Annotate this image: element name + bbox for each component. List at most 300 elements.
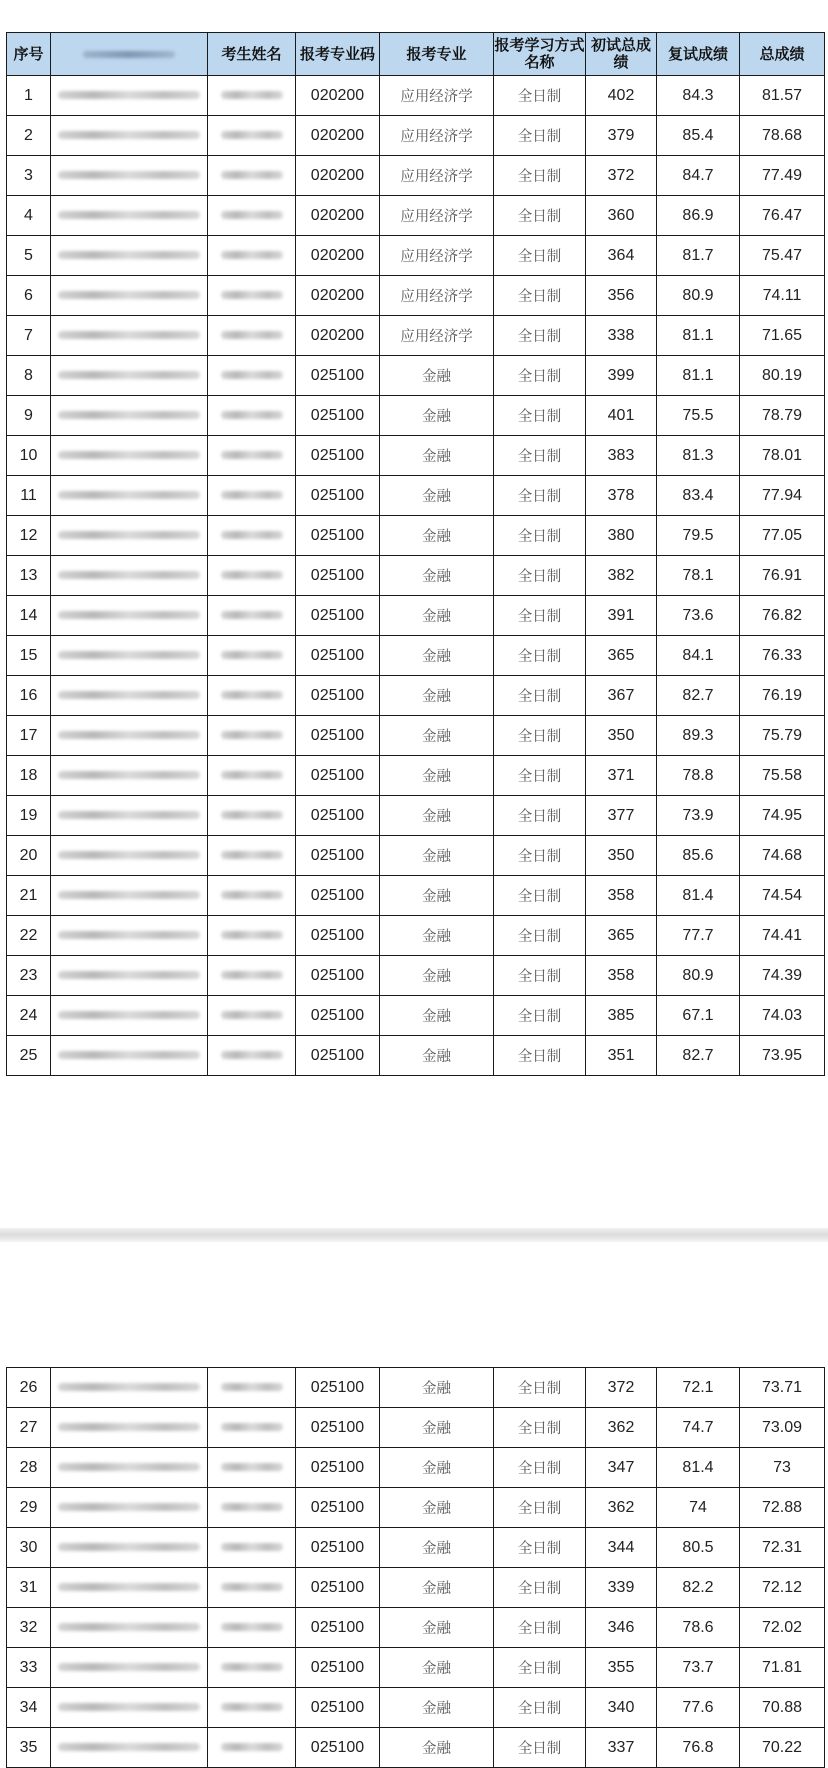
cell-major-code: 020200 [296,156,380,196]
cell-retest-score: 81.7 [657,236,740,276]
cell-seq: 21 [7,876,51,916]
cell-major-code: 025100 [296,516,380,556]
cell-retest-score: 85.6 [657,836,740,876]
redacted-candidate-name [221,811,283,819]
table-row [7,796,825,836]
table-row [7,436,825,476]
table-row [7,916,825,956]
cell-study-mode: 全日制 [494,1368,586,1408]
cell-seq: 29 [7,1488,51,1528]
cell-candidate-name [208,76,296,116]
cell-retest-score: 81.4 [657,1448,740,1488]
table-row [7,76,825,116]
cell-total-score: 72.88 [740,1488,825,1528]
cell-major-code: 025100 [296,356,380,396]
cell-candidate-id [51,1648,208,1688]
cell-candidate-id [51,236,208,276]
cell-study-mode: 全日制 [494,836,586,876]
cell-candidate-id [51,676,208,716]
table-row [7,1728,825,1768]
cell-retest-score: 74.7 [657,1408,740,1448]
cell-major-code: 025100 [296,756,380,796]
cell-candidate-name [208,876,296,916]
redacted-candidate-id [58,571,200,579]
redacted-candidate-id [58,771,200,779]
cell-seq: 33 [7,1648,51,1688]
cell-total-score: 78.79 [740,396,825,436]
table-row [7,1408,825,1448]
table-row [7,836,825,876]
cell-initial-score: 377 [586,796,657,836]
cell-study-mode: 全日制 [494,1728,586,1768]
cell-retest-score: 73.7 [657,1648,740,1688]
redacted-candidate-id [58,1383,200,1391]
cell-major-code: 025100 [296,596,380,636]
cell-candidate-name [208,836,296,876]
cell-candidate-id [51,1608,208,1648]
cell-seq: 11 [7,476,51,516]
cell-initial-score: 365 [586,916,657,956]
cell-candidate-name [208,396,296,436]
cell-initial-score: 372 [586,1368,657,1408]
redacted-candidate-id [58,811,200,819]
cell-major-code: 025100 [296,836,380,876]
cell-seq: 18 [7,756,51,796]
cell-initial-score: 365 [586,636,657,676]
cell-total-score: 73.09 [740,1408,825,1448]
cell-seq: 13 [7,556,51,596]
redacted-candidate-id [58,91,200,99]
table-header-row [7,33,825,76]
cell-candidate-name [208,236,296,276]
cell-candidate-id [51,1528,208,1568]
redacted-candidate-name [221,1011,283,1019]
cell-study-mode: 全日制 [494,956,586,996]
cell-total-score: 74.95 [740,796,825,836]
cell-study-mode: 全日制 [494,1036,586,1076]
redacted-candidate-name [221,1623,283,1631]
redacted-candidate-id [58,931,200,939]
cell-seq: 16 [7,676,51,716]
score-table-page-2 [6,1367,825,1768]
cell-candidate-name [208,1488,296,1528]
cell-total-score: 71.65 [740,316,825,356]
cell-major: 金融 [380,396,494,436]
cell-initial-score: 371 [586,756,657,796]
cell-seq: 19 [7,796,51,836]
redacted-candidate-name [221,731,283,739]
table-row [7,996,825,1036]
cell-study-mode: 全日制 [494,1648,586,1688]
table-row [7,956,825,996]
cell-initial-score: 401 [586,396,657,436]
cell-major: 金融 [380,1368,494,1408]
cell-initial-score: 360 [586,196,657,236]
cell-major: 金融 [380,796,494,836]
cell-seq: 34 [7,1688,51,1728]
redacted-candidate-name [221,1423,283,1431]
redacted-candidate-id [58,1623,200,1631]
cell-retest-score: 73.9 [657,796,740,836]
cell-study-mode: 全日制 [494,476,586,516]
cell-seq: 6 [7,276,51,316]
cell-seq: 20 [7,836,51,876]
cell-total-score: 75.58 [740,756,825,796]
redacted-candidate-id [58,211,200,219]
cell-seq: 9 [7,396,51,436]
redacted-candidate-name [221,171,283,179]
cell-retest-score: 84.3 [657,76,740,116]
cell-seq: 23 [7,956,51,996]
table-row [7,476,825,516]
cell-candidate-name [208,1036,296,1076]
cell-major: 金融 [380,516,494,556]
cell-study-mode: 全日制 [494,276,586,316]
cell-candidate-id [51,196,208,236]
cell-major: 金融 [380,636,494,676]
cell-initial-score: 380 [586,516,657,556]
cell-initial-score: 385 [586,996,657,1036]
cell-total-score: 74.03 [740,996,825,1036]
cell-retest-score: 89.3 [657,716,740,756]
cell-retest-score: 78.6 [657,1608,740,1648]
cell-retest-score: 84.1 [657,636,740,676]
cell-retest-score: 82.7 [657,1036,740,1076]
cell-total-score: 74.39 [740,956,825,996]
cell-seq: 26 [7,1368,51,1408]
cell-total-score: 78.01 [740,436,825,476]
cell-study-mode: 全日制 [494,1608,586,1648]
cell-major: 金融 [380,716,494,756]
cell-total-score: 74.68 [740,836,825,876]
redacted-candidate-id [58,331,200,339]
cell-candidate-id [51,916,208,956]
cell-major-code: 025100 [296,796,380,836]
table-row [7,1608,825,1648]
cell-candidate-name [208,1688,296,1728]
cell-major-code: 020200 [296,276,380,316]
cell-major: 应用经济学 [380,236,494,276]
table-row [7,1568,825,1608]
cell-major-code: 025100 [296,876,380,916]
redacted-candidate-id [58,1743,200,1751]
cell-candidate-name [208,916,296,956]
redacted-candidate-name [221,211,283,219]
cell-candidate-id [51,996,208,1036]
redacted-candidate-id [58,1011,200,1019]
cell-candidate-name [208,1408,296,1448]
table-row [7,676,825,716]
cell-total-score: 71.81 [740,1648,825,1688]
cell-retest-score: 80.9 [657,956,740,996]
redacted-candidate-name [221,1543,283,1551]
redacted-candidate-name [221,1663,283,1671]
table-row [7,756,825,796]
cell-candidate-id [51,116,208,156]
redacted-candidate-id [58,371,200,379]
cell-retest-score: 73.6 [657,596,740,636]
cell-initial-score: 402 [586,76,657,116]
cell-study-mode: 全日制 [494,516,586,556]
cell-candidate-id [51,1408,208,1448]
redacted-candidate-name [221,1503,283,1511]
redacted-candidate-name [221,1583,283,1591]
cell-major-code: 025100 [296,1648,380,1688]
cell-total-score: 74.54 [740,876,825,916]
redacted-header-text [83,51,175,58]
redacted-candidate-id [58,531,200,539]
header-initial-score: 初试总成绩 [586,33,657,76]
cell-candidate-id [51,356,208,396]
cell-study-mode: 全日制 [494,556,586,596]
redacted-candidate-id [58,891,200,899]
cell-candidate-name [208,796,296,836]
redacted-candidate-id [58,291,200,299]
cell-initial-score: 346 [586,1608,657,1648]
table-row [7,196,825,236]
redacted-candidate-name [221,611,283,619]
cell-candidate-id [51,796,208,836]
cell-candidate-name [208,716,296,756]
cell-major-code: 025100 [296,1568,380,1608]
cell-retest-score: 79.5 [657,516,740,556]
cell-major-code: 020200 [296,236,380,276]
cell-major: 金融 [380,1728,494,1768]
header-seq: 序号 [7,33,51,76]
cell-initial-score: 344 [586,1528,657,1568]
redacted-candidate-id [58,171,200,179]
redacted-candidate-id [58,1051,200,1059]
cell-seq: 5 [7,236,51,276]
cell-study-mode: 全日制 [494,1488,586,1528]
cell-candidate-name [208,356,296,396]
cell-candidate-id [51,396,208,436]
cell-seq: 28 [7,1448,51,1488]
cell-initial-score: 358 [586,876,657,916]
redacted-candidate-name [221,1463,283,1471]
redacted-candidate-name [221,651,283,659]
cell-total-score: 72.12 [740,1568,825,1608]
cell-candidate-id [51,1368,208,1408]
redacted-candidate-name [221,891,283,899]
cell-candidate-id [51,836,208,876]
cell-candidate-id [51,76,208,116]
cell-candidate-id [51,156,208,196]
cell-major-code: 025100 [296,916,380,956]
cell-total-score: 78.68 [740,116,825,156]
cell-retest-score: 81.1 [657,316,740,356]
cell-total-score: 76.47 [740,196,825,236]
cell-candidate-name [208,316,296,356]
cell-candidate-name [208,116,296,156]
cell-major-code: 025100 [296,1036,380,1076]
cell-total-score: 76.33 [740,636,825,676]
cell-total-score: 77.05 [740,516,825,556]
cell-major-code: 020200 [296,76,380,116]
redacted-candidate-id [58,1503,200,1511]
cell-major: 金融 [380,1528,494,1568]
cell-seq: 32 [7,1608,51,1648]
cell-initial-score: 378 [586,476,657,516]
cell-major: 金融 [380,1608,494,1648]
cell-initial-score: 338 [586,316,657,356]
cell-major-code: 025100 [296,396,380,436]
redacted-candidate-id [58,1423,200,1431]
cell-retest-score: 83.4 [657,476,740,516]
cell-initial-score: 350 [586,836,657,876]
cell-study-mode: 全日制 [494,996,586,1036]
cell-candidate-name [208,516,296,556]
redacted-candidate-name [221,291,283,299]
cell-candidate-name [208,636,296,676]
table-row [7,236,825,276]
cell-total-score: 72.31 [740,1528,825,1568]
redacted-candidate-name [221,1703,283,1711]
cell-study-mode: 全日制 [494,396,586,436]
header-major-code: 报考专业码 [296,33,380,76]
redacted-candidate-name [221,1743,283,1751]
cell-candidate-id [51,276,208,316]
redacted-candidate-id [58,251,200,259]
cell-major-code: 025100 [296,1728,380,1768]
cell-seq: 35 [7,1728,51,1768]
cell-major: 金融 [380,1408,494,1448]
redacted-candidate-name [221,851,283,859]
cell-total-score: 73.95 [740,1036,825,1076]
cell-candidate-id [51,1568,208,1608]
cell-seq: 25 [7,1036,51,1076]
cell-retest-score: 76.8 [657,1728,740,1768]
redacted-candidate-id [58,411,200,419]
table-row [7,276,825,316]
cell-candidate-name [208,436,296,476]
redacted-candidate-id [58,1663,200,1671]
cell-candidate-id [51,556,208,596]
cell-major: 金融 [380,1648,494,1688]
cell-retest-score: 81.4 [657,876,740,916]
cell-major-code: 025100 [296,1608,380,1648]
cell-seq: 7 [7,316,51,356]
cell-major: 金融 [380,1448,494,1488]
cell-candidate-name [208,956,296,996]
cell-initial-score: 356 [586,276,657,316]
cell-candidate-name [208,1608,296,1648]
cell-total-score: 73 [740,1448,825,1488]
cell-retest-score: 74 [657,1488,740,1528]
cell-major-code: 025100 [296,636,380,676]
cell-retest-score: 85.4 [657,116,740,156]
cell-candidate-id [51,1448,208,1488]
cell-candidate-name [208,1448,296,1488]
cell-major: 金融 [380,476,494,516]
cell-major: 金融 [380,756,494,796]
table-row [7,1036,825,1076]
redacted-candidate-name [221,971,283,979]
cell-candidate-id [51,756,208,796]
cell-study-mode: 全日制 [494,316,586,356]
cell-major-code: 025100 [296,1368,380,1408]
cell-study-mode: 全日制 [494,436,586,476]
cell-total-score: 81.57 [740,76,825,116]
cell-candidate-name [208,596,296,636]
cell-retest-score: 80.5 [657,1528,740,1568]
cell-total-score: 80.19 [740,356,825,396]
cell-candidate-name [208,676,296,716]
table-row [7,716,825,756]
cell-retest-score: 81.3 [657,436,740,476]
cell-seq: 31 [7,1568,51,1608]
redacted-candidate-name [221,1051,283,1059]
cell-initial-score: 337 [586,1728,657,1768]
cell-major-code: 025100 [296,956,380,996]
cell-initial-score: 382 [586,556,657,596]
redacted-candidate-name [221,491,283,499]
cell-initial-score: 355 [586,1648,657,1688]
cell-retest-score: 78.1 [657,556,740,596]
cell-retest-score: 67.1 [657,996,740,1036]
cell-seq: 27 [7,1408,51,1448]
table-row [7,396,825,436]
cell-major: 金融 [380,836,494,876]
redacted-candidate-id [58,651,200,659]
cell-study-mode: 全日制 [494,1528,586,1568]
cell-major: 金融 [380,1688,494,1728]
redacted-candidate-name [221,131,283,139]
cell-study-mode: 全日制 [494,796,586,836]
cell-retest-score: 84.7 [657,156,740,196]
table-row [7,116,825,156]
cell-candidate-name [208,476,296,516]
cell-seq: 4 [7,196,51,236]
redacted-candidate-id [58,451,200,459]
cell-major-code: 020200 [296,316,380,356]
redacted-candidate-id [58,1463,200,1471]
cell-retest-score: 86.9 [657,196,740,236]
cell-study-mode: 全日制 [494,756,586,796]
score-table-page-1 [6,32,825,1076]
cell-candidate-name [208,556,296,596]
cell-total-score: 75.47 [740,236,825,276]
cell-seq: 30 [7,1528,51,1568]
cell-total-score: 77.49 [740,156,825,196]
redacted-candidate-name [221,91,283,99]
cell-candidate-id [51,636,208,676]
cell-major-code: 025100 [296,556,380,596]
table-row [7,876,825,916]
cell-study-mode: 全日制 [494,1448,586,1488]
cell-initial-score: 399 [586,356,657,396]
cell-candidate-name [208,1528,296,1568]
cell-major: 金融 [380,996,494,1036]
cell-major-code: 025100 [296,996,380,1036]
cell-candidate-id [51,316,208,356]
cell-study-mode: 全日制 [494,876,586,916]
cell-retest-score: 80.9 [657,276,740,316]
table-row [7,1528,825,1568]
header-major: 报考专业 [380,33,494,76]
cell-seq: 14 [7,596,51,636]
cell-study-mode: 全日制 [494,916,586,956]
header-candidate-id [51,33,208,76]
cell-retest-score: 82.2 [657,1568,740,1608]
header-retest-score: 复试成绩 [657,33,740,76]
cell-initial-score: 362 [586,1488,657,1528]
table-row [7,596,825,636]
cell-retest-score: 77.6 [657,1688,740,1728]
cell-candidate-name [208,276,296,316]
table-row [7,1368,825,1408]
redacted-candidate-id [58,971,200,979]
